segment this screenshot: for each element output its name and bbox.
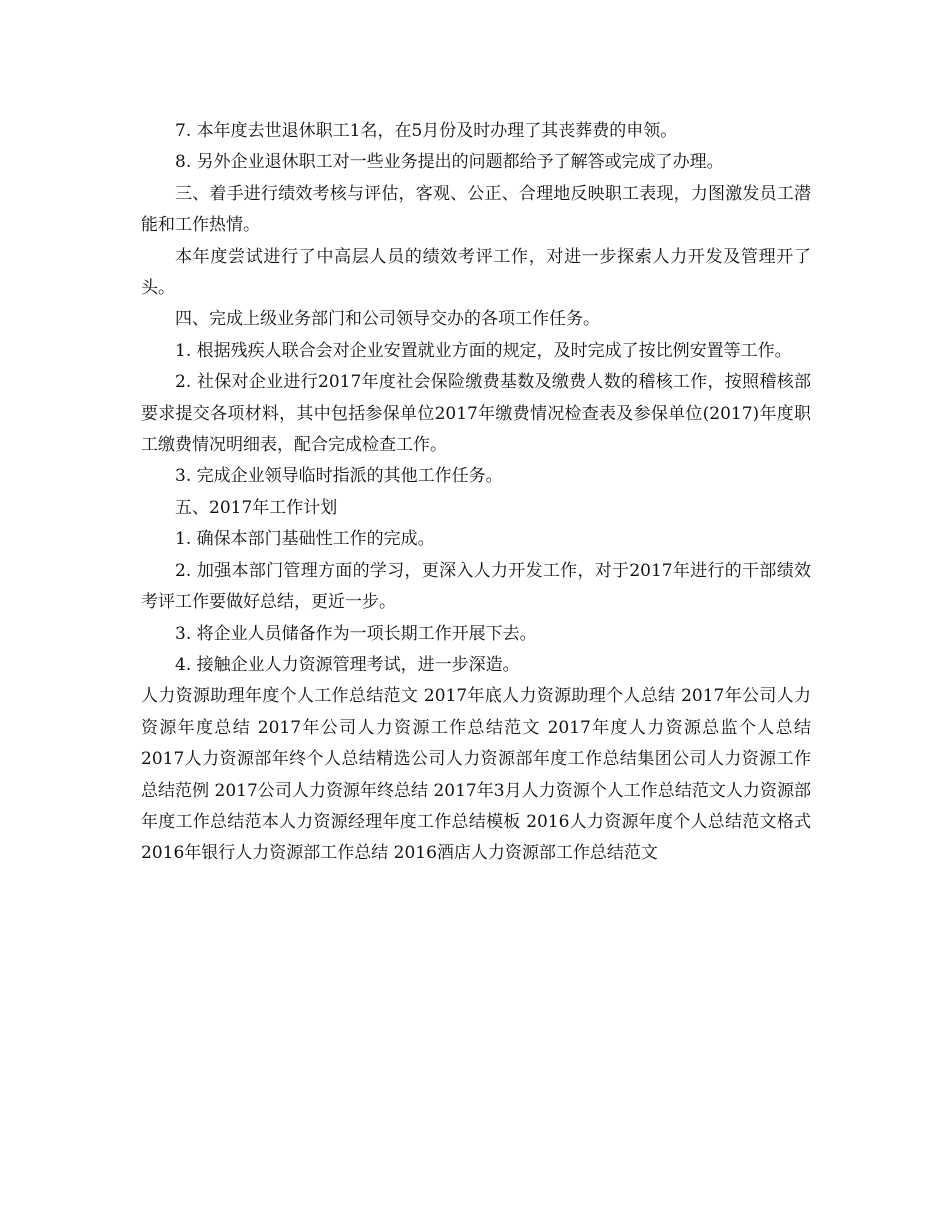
document-body [141,116,811,870]
paragraph-performance: 本年度尝试进行了中高层人员的绩效考评工作，对进一步探索人力开发及管理开了头。 [141,246,811,299]
paragraph-task-2: 2. 社保对企业进行2017年度社会保险缴费基数及缴费人数的稽核工作，按照稽核部要求提交各项材料，其中包括参保单位2017年缴费情况检查表及参保单位(2017)年度职工缴费情况明细表，配合完成检查工作。 [141,372,811,456]
plan-item-4: 4. 接触企业人力资源管理考试，进一步深造。 [175,654,520,675]
plan-item-3: 3. 将企业人员储备作为一项长期工作开展下去。 [175,623,537,644]
paragraph-task-1: 1. 根据残疾人联合会对企业安置就业方面的规定，及时完成了按比例安置等工作。 [175,340,792,361]
paragraph-item-7: 7. 本年度去世退休职工1名，在5月份及时办理了其丧葬费的申领。 [175,121,678,141]
section-heading-5: 五、2017年工作计划 [175,497,338,518]
section-heading-3: 三、着手进行绩效考核与评估，客观、公正、合理地反映职工表现，力图激发员工潜能和工作热情。 [141,183,811,236]
section-heading-4: 四、完成上级业务部门和公司领导交办的各项工作任务。 [175,309,600,330]
plan-item-2: 2. 加强本部门管理方面的学习，更深入人力开发工作，对于2017年进行的干部绩效考评工作要做好总结，更近一步。 [141,560,811,613]
paragraph-item-8: 8. 另外企业退休职工对一些业务提出的问题都给予了解答或完成了办理。 [175,152,724,173]
plan-item-1: 1. 确保本部门基础性工作的完成。 [175,529,435,550]
related-articles-text: 人力资源助理年度个人工作总结范文 2017年底人力资源助理个人总结 2017年公司人力资源年度总结 2017年公司人力资源工作总结范文 2017年度人力资源总监个人总结 2017人力资源部年终个人总结精选公司人力资源部年度工作总结集团公司人力资源工作总结范例 2017公司人力资源年终总结 2017年3月人力资源个人工作总结范文人力资源部年度工作总结范本人力资源经理年度工作总结模板 2016人力资源年度个人总结范文格式 2016年银行人力资源部工作总结 2016酒店人力资源部工作总结范文 [141,686,811,864]
paragraph-task-3: 3. 完成企业领导临时指派的其他工作任务。 [175,466,503,487]
